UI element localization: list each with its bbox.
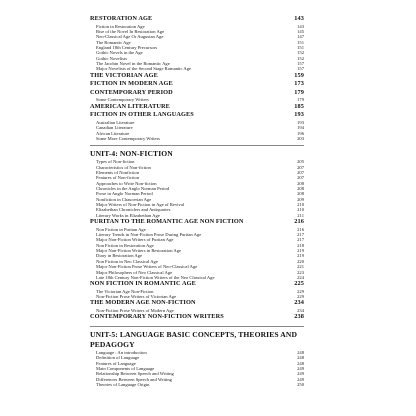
entry-title: England 18th Century Precursors [96, 44, 158, 50]
section-heading [90, 103, 304, 112]
entry-title: Fiction in Restoration Age [96, 23, 145, 29]
entry-title: The Romantic Age [96, 39, 131, 45]
entry-title: Literary Trends in Non-Fiction Prose During Puritan Age [96, 232, 202, 238]
section-page: 185 [294, 102, 304, 110]
entry-title: Canadian Literature [96, 125, 133, 131]
section-heading [90, 72, 304, 81]
entry-title: The Victorian Age Non-Fiction [96, 288, 154, 294]
entry-title: Nonfiction in Chaucerian Age [96, 196, 152, 202]
entry-page: 207 [297, 170, 304, 176]
entry-page: 157 [297, 61, 304, 66]
entry-title: Features of Non-fiction [96, 175, 140, 181]
section-page: 193 [294, 111, 304, 119]
section-title: NON FICTION IN ROMANTIC AGE [90, 280, 196, 288]
entry-page: 208 [297, 186, 304, 192]
entry-page: 208 [297, 191, 304, 197]
section-page: 216 [294, 218, 304, 226]
entry-page: 216 [297, 226, 304, 232]
entry-title: Major Writers of Non-Fiction in Age of Revival [96, 202, 185, 208]
entry-title: Prose in Anglo Norman Period [96, 191, 153, 197]
entry-title: Major Philosophers of Neo Classical Age [96, 269, 173, 275]
section-heading [90, 80, 304, 89]
entry-title: Differences Between Speech and Writing [96, 376, 172, 382]
entry-title: Elizabethan Chroniclers and Antiquaries [96, 207, 171, 213]
section-title: FICTION IN MODERN AGE [90, 80, 173, 88]
section-page: 159 [294, 71, 304, 79]
entry-title: Some More Contemporary Writers [96, 136, 160, 142]
section-heading [90, 313, 304, 322]
entry-title: Late 18th Century Non-Fiction Writers of the Neo Classical Age [96, 274, 215, 280]
entry-page: 221 [297, 264, 304, 270]
toc-entry [90, 136, 304, 141]
entry-title: Gothic Novels in the Age [96, 50, 143, 56]
entry-page: 207 [297, 164, 304, 170]
entry-title: Features of Language [96, 360, 136, 366]
entry-title: Gothic Novelists [96, 55, 128, 61]
entry-page: 196 [297, 130, 304, 136]
entry-title: Types of Non-fiction [96, 159, 135, 165]
entry-page: 219 [297, 248, 304, 254]
section-page: 238 [294, 313, 304, 321]
entry-page: 157 [297, 66, 304, 72]
section-title: RESTORATION AGE [90, 15, 153, 22]
entry-page: 207 [297, 175, 304, 181]
entry-page: 249 [297, 366, 304, 372]
section-heading [90, 299, 304, 308]
section-heading [90, 280, 304, 289]
entry-page: 248 [297, 350, 304, 355]
section-title: FICTION IN OTHER LANGUAGES [90, 111, 194, 119]
section-page: 173 [294, 80, 304, 88]
section-title: AMERICAN LITERATURE [90, 102, 170, 110]
entry-title: Non Fiction in Restoration Age [96, 242, 154, 248]
entry-page: 234 [297, 308, 304, 314]
entry-page: 250 [297, 382, 304, 388]
entry-title: Theories of Language Origin [96, 382, 150, 388]
entry-page: 249 [297, 376, 304, 382]
entry-page: 205 [297, 159, 304, 165]
entry-title: Elements of Nonfiction [96, 170, 140, 176]
entry-title: Neo-Classical Age Or Augustan Age [96, 34, 164, 40]
section-page: 234 [294, 299, 304, 307]
entry-page: 143 [297, 23, 304, 29]
entry-title: African Literature [96, 130, 130, 136]
unit-heading [90, 149, 304, 159]
section-heading [90, 111, 304, 120]
entry-title: Characteristics of Non-fiction [96, 164, 151, 170]
entry-title: Non Fiction in Neo Classical Age [96, 258, 158, 264]
entry-title: Relationship Between Speech and Writing [96, 371, 174, 377]
entry-page: 229 [297, 294, 304, 300]
entry-page: 248 [297, 355, 304, 361]
entry-title: Major Non-Fiction Writers in Restoration Age [96, 248, 182, 254]
toc-entry [90, 382, 304, 387]
entry-title: Non Fiction in Puritan Age [96, 226, 146, 232]
entry-title: Some Contemporary Writers [96, 97, 149, 103]
entry-page: 210 [297, 207, 304, 213]
entry-title: Language : An introduction [96, 350, 147, 355]
entry-page: 152 [297, 50, 304, 56]
entry-page: 193 [297, 120, 304, 125]
section-heading [90, 15, 304, 24]
entry-title: Approaches to Write Non-fiction [96, 180, 157, 186]
section-heading [90, 218, 304, 227]
entry-title: Chronicles in the Anglo Norman Period [96, 186, 170, 192]
entry-page: 152 [297, 55, 304, 61]
entry-page: 223 [297, 269, 304, 275]
entry-page: 248 [297, 360, 304, 366]
entry-title: Definition of Language [96, 355, 140, 361]
entry-title: Diary in Restoration Age [96, 253, 143, 259]
entry-page: 147 [297, 34, 304, 40]
section-page: 143 [294, 15, 304, 22]
section-page: 225 [294, 280, 304, 288]
entry-title: Major Novelists of the Second Stage Romantic Age [96, 66, 192, 72]
entry-page: 220 [297, 258, 304, 264]
entry-title: Major Non-Fiction Prose Writers of Neo-Classical Age [96, 264, 198, 270]
entry-page: 194 [297, 125, 304, 131]
unit-heading [90, 330, 304, 350]
unit-title: UNIT-5: LANGUAGE BASIC CONCEPTS, THEORIES AND PEDAGOGY [90, 330, 298, 349]
entry-page: 210 [297, 202, 304, 208]
entry-title: Non-Fiction Prose Writers of Modern Age [96, 308, 174, 314]
entry-page: 217 [297, 237, 304, 243]
divider [90, 326, 304, 327]
entry-title: Major Non-Fiction Writers of Puritan Age [96, 237, 174, 243]
section-title: PURITAN TO THE ROMANTIC AGE NON FICTION [90, 218, 244, 226]
section-page: 179 [294, 88, 304, 96]
entry-title: Main Components of Language [96, 366, 155, 372]
entry-page: 151 [297, 44, 304, 50]
entry-title: Rise of the Novel In Restoration Age [96, 28, 165, 34]
section-title: CONTEMPORARY NON-FICTION WRITERS [90, 313, 224, 321]
entry-title: Non-Fiction Prose Writers of Victorian Age [96, 294, 177, 300]
entry-page: 203 [297, 136, 304, 142]
entry-page: 219 [297, 253, 304, 259]
entry-page: 229 [297, 288, 304, 294]
entry-page: 145 [297, 28, 304, 34]
entry-page: 179 [297, 97, 304, 103]
entry-title: The Jacobin Novel in the Romantic Age [96, 61, 170, 66]
unit-title: UNIT-4: NON-FICTION [90, 149, 173, 159]
entry-title: Literary Works in Elizabethan Age [96, 212, 160, 218]
entry-page: 218 [297, 242, 304, 248]
section-title: THE VICTORIAN AGE [90, 71, 158, 79]
entry-page: 208 [297, 180, 304, 186]
section-heading [90, 89, 304, 98]
entry-page: 211 [297, 212, 304, 218]
entry-title: Australian Literature [96, 120, 135, 125]
entry-page: 209 [297, 196, 304, 202]
divider [90, 145, 304, 146]
entry-page: 249 [297, 371, 304, 377]
entry-page: 151 [297, 39, 304, 45]
section-title: THE MODERN AGE NON-FICTION [90, 299, 196, 307]
section-title: CONTEMPORARY PERIOD [90, 88, 173, 96]
entry-page: 224 [297, 274, 304, 280]
entry-page: 217 [297, 232, 304, 238]
